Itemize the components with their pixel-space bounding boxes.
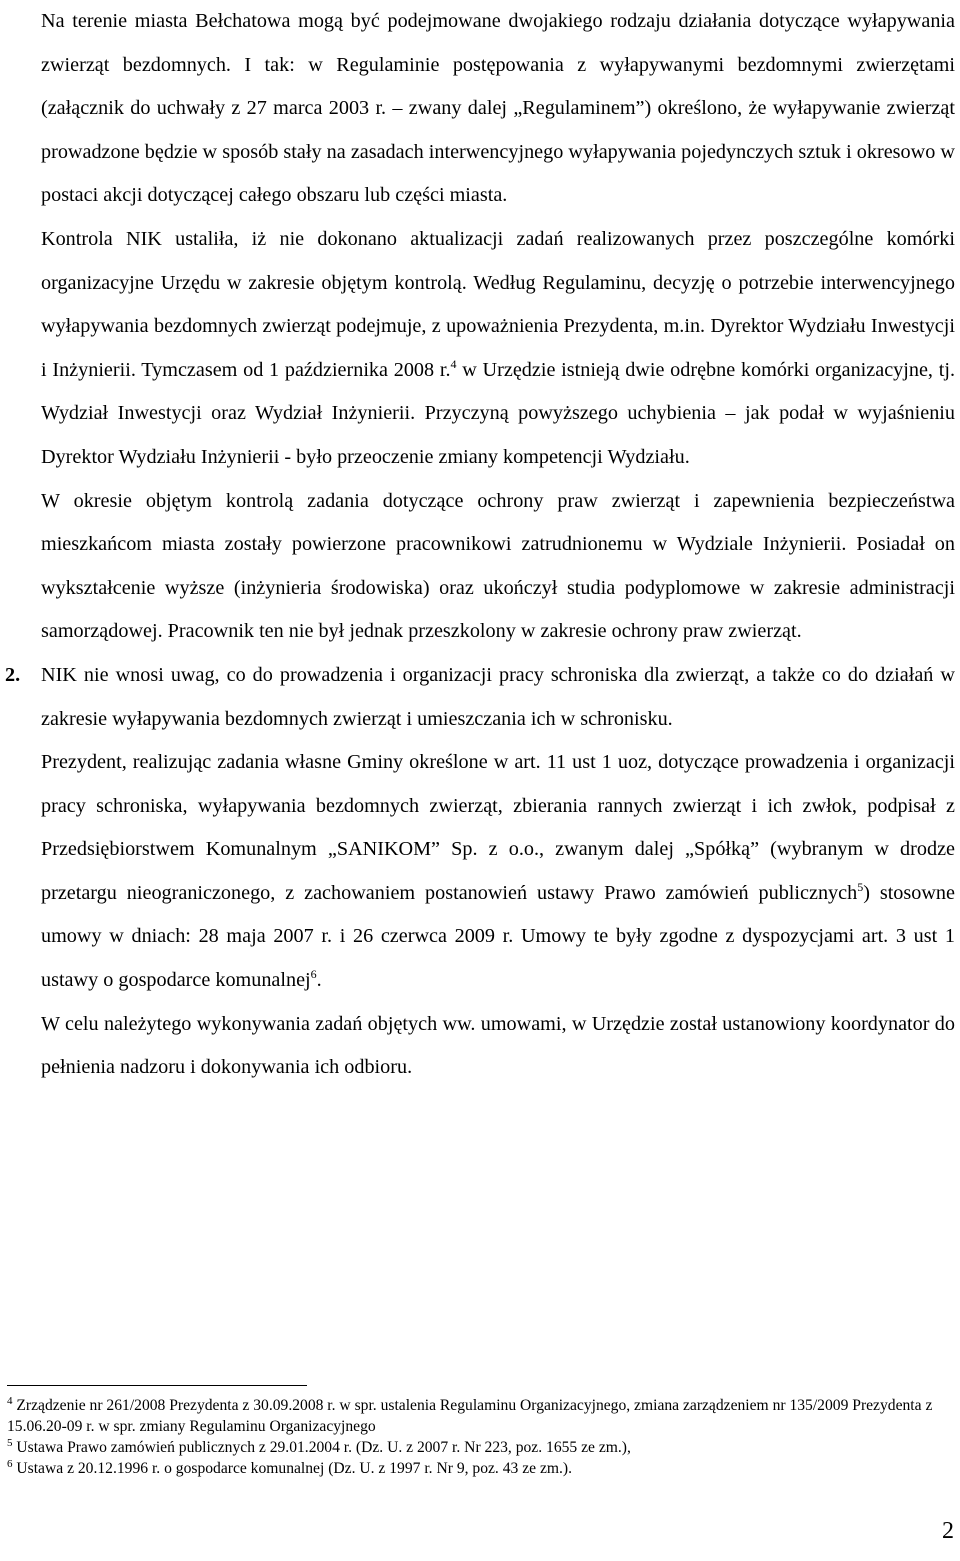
paragraph-text: .: [316, 969, 322, 992]
paragraph-pracownik: W okresie objętym kontrolą zadania dotyczące ochrony praw zwierząt i zapewnienia bezpieczeństwa mieszkańcom miasta zostały powierzone pracownikowi zatrudnionemu w Wydziale Inżynierii. Posiadał on wykształcenie wyższe (inżynieria środowiska) oraz ukończył studia podyplomowe w zakresie administracji samorządowej. Pracownik ten nie był jednak przeszkolony w zakresie ochrony praw zwierząt.: [41, 489, 955, 643]
footnote-number: 6: [7, 1458, 13, 1470]
item-text: NIK nie wnosi uwag, co do prowadzenia i organizacji pracy schroniska dla zwierząt, a także co do działań w zakresie wyłapywania bezdomnych zwierząt i umieszczania ich w schronisku.: [41, 663, 955, 730]
footnote-number: 4: [7, 1395, 13, 1407]
footnote-separator: [7, 1385, 307, 1386]
footnote-ref-4: 4: [450, 356, 457, 371]
paragraph-koordynator: W celu należytego wykonywania zadań objętych ww. umowami, w Urzędzie został ustanowiony koordynator do pełnienia nadzoru i dokonywania ich odbioru.: [41, 1012, 955, 1079]
item-number: 2.: [5, 663, 21, 686]
footnote-text: Zrządzenie nr 261/2008 Prezydenta z 30.09.2008 r. w spr. ustalenia Regulaminu Organizacyjnego, zmiana zarządzeniem nr 135/2009 Prezydenta z 15.06.20-09 r. w spr. zmiany Regulaminu Organizacyjnego: [7, 1397, 933, 1435]
paragraph-text: w Urzędzie istnieją dwie odrębne komórki organizacyjne, tj. Wydział Inwestycji oraz Wydział Inżynierii. Przyczyną powyższego uchybienia – jak podał w wyjaśnieniu Dyrektor Wydziału Inżynierii - było przeoczenie zmiany kompetencji Wydziału.: [41, 358, 955, 468]
footnote-text: Ustawa z 20.12.1996 r. o gospodarce komunalnej (Dz. U. z 1997 r. Nr 9, poz. 43 ze zm.).: [12, 1460, 573, 1477]
footnote-6: [7, 1458, 955, 1479]
paragraph-regulamin: Na terenie miasta Bełchatowa mogą być podejmowane dwojakiego rodzaju działania dotyczące wyłapywania zwierząt bezdomnych. I tak: w Regulaminie postępowania z wyłapywanymi bezdomnymi zwierzętami (załącznik do uchwały z 27 marca 2003 r. – zwany dalej „Regulaminem”) określono, że wyłapywanie zwierząt prowadzone będzie w sposób stały na zasadach interwencyjnego wyłapywania pojedynczych sztuk i okresowo w postaci akcji dotyczącej całego obszaru lub części miasta.: [41, 10, 955, 207]
paragraph-text: Prezydent, realizując zadania własne Gminy określone w art. 11 ust 1 uoz, dotyczące prowadzenia i organizacji pracy schroniska, wyłapywania bezdomnych zwierząt, zbierania rannych zwierząt i ich zwłok, podpisał z Przedsiębiorstwem Komunalnym „SANIKOM” Sp. z o.o., zwanym dalej „Spółką” (wybranym w drodze przetargu nieograniczonego, z zachowaniem postanowień ustawy Prawo zamówień publicznych: [41, 751, 955, 904]
paragraph-text: ) stosowne umowy w dniach: 28 maja 2007 r. i 26 czerwca 2009 r. Umowy te były zgodne z dyspozycjami art. 3 ust 1 ustawy o gospodarce komunalnej: [41, 881, 955, 992]
footnote-5: [7, 1437, 955, 1458]
footnote-ref-5: 5: [857, 879, 864, 894]
footnotes: [7, 1395, 955, 1479]
footnote-ref-6: 6: [310, 967, 317, 982]
footnote-number: 5: [7, 1437, 13, 1449]
footnote-4: [7, 1395, 955, 1437]
numbered-item-2: [5, 654, 955, 741]
paragraph-text: Kontrola NIK ustaliła, iż nie dokonano aktualizacji zadań realizowanych przez poszczególne komórki organizacyjne Urzędu w zakresie objętym kontrolą. Według Regulaminu, decyzję o potrzebie interwencyjnego wyłapywania bezdomnych zwierząt podejmuje, z upoważnienia Prezydenta, m.in. Dyrektor Wydziału Inwestycji i Inżynierii. Tymczasem od 1 października 2008 r.: [41, 227, 955, 381]
paragraph-prezydent: [41, 741, 955, 1003]
footnote-text: Ustawa Prawo zamówień publicznych z 29.01.2004 r. (Dz. U. z 2007 r. Nr 223, poz. 1655 ze zm.),: [12, 1439, 631, 1456]
page-number: 2: [942, 1518, 954, 1544]
paragraph-kontrola-nik: [41, 218, 955, 480]
body-text: [5, 0, 955, 1090]
